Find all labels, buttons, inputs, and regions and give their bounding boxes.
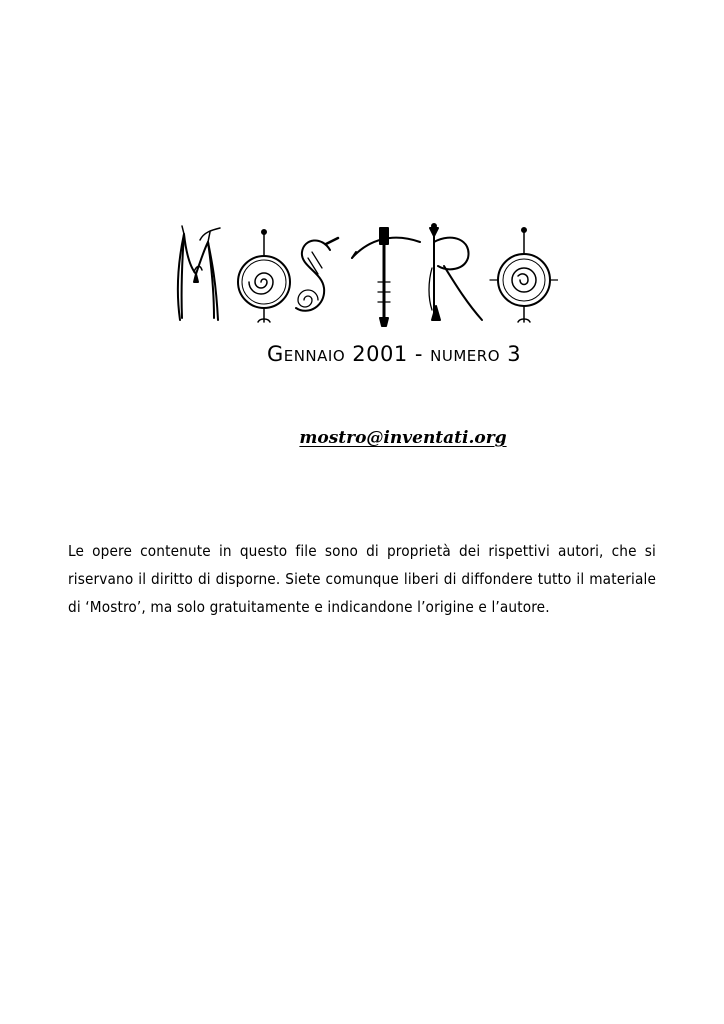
logo-letter-o	[238, 230, 290, 322]
issue-text: Gennaio 2001 - numero 3	[266, 342, 522, 366]
issue-line	[0, 342, 724, 366]
logo-letter-s	[296, 238, 338, 311]
email-link[interactable]: mostro@inventati.org	[299, 428, 507, 448]
logo-letter-m	[178, 226, 220, 320]
logo-letter-r	[429, 224, 482, 320]
logo-letter-t	[352, 228, 420, 326]
logo-letter-o-2	[490, 228, 558, 322]
contact-email	[0, 428, 724, 448]
copyright-notice: Le opere contenute in questo file sono di proprietà dei rispettivi autori, che si riservano il diritto di disporne. Siete comunque liberi di diffondere tutto il materiale di ‘Mostro’, ma solo gratuitamente e indicandone l’origine e l’autore.	[68, 542, 656, 617]
mostro-logo	[172, 222, 558, 328]
